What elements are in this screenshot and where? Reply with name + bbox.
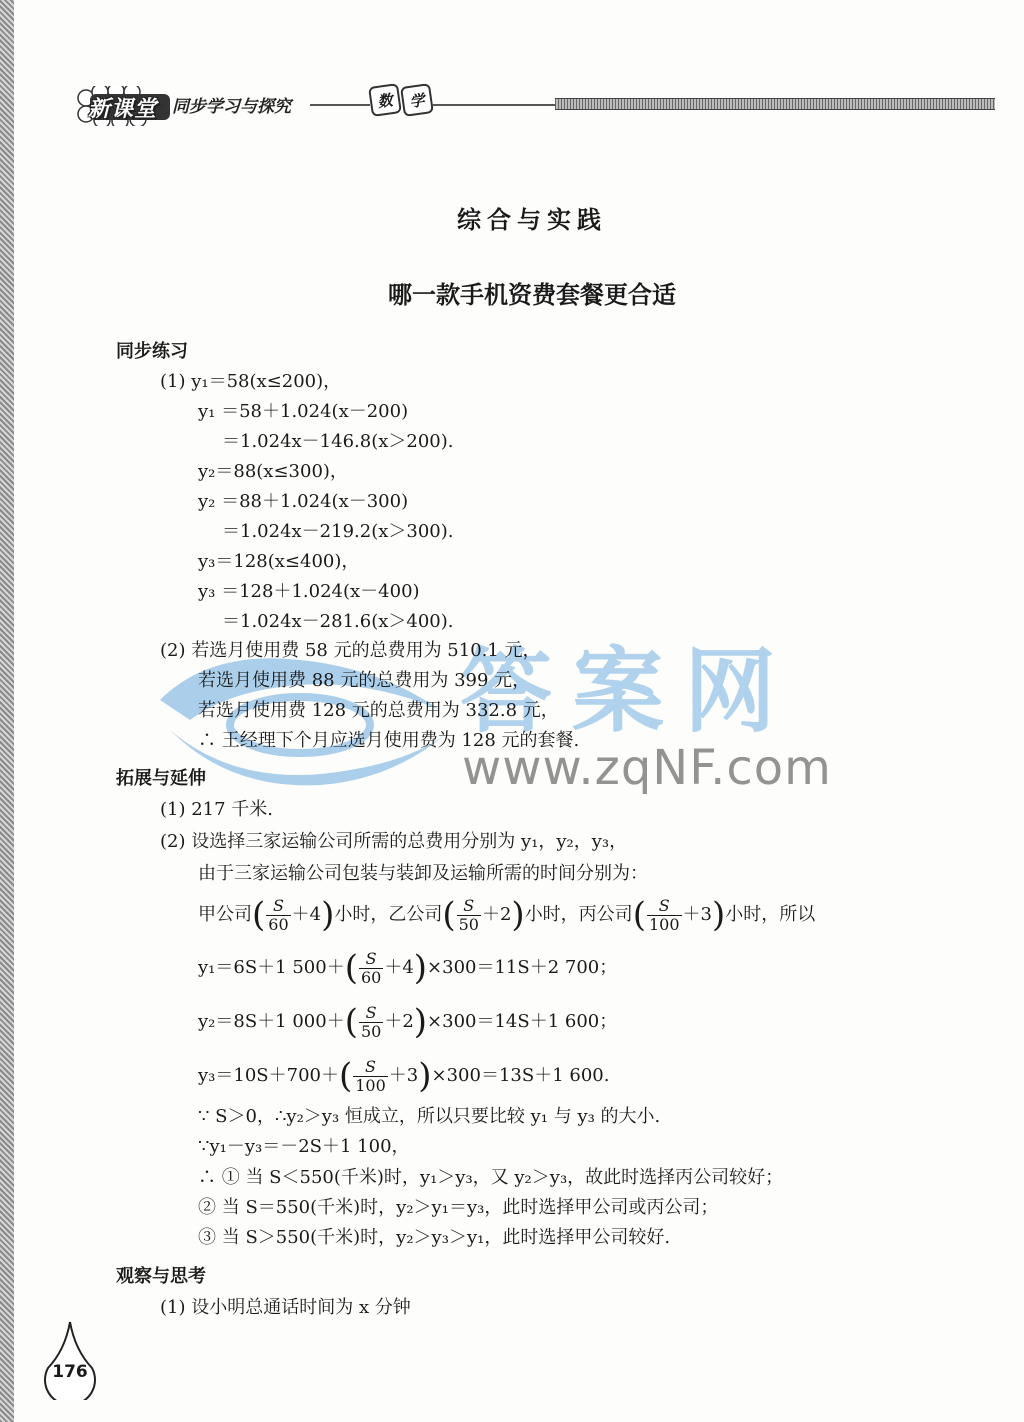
main-title: 综合与实践 [457,206,607,234]
subject-char-1: 数 [368,83,402,117]
answer-line: 由于三家运输公司包装与装卸及运输所需的时间分别为： [198,863,648,884]
fraction: $\frac{S}{60}$ [360,948,382,987]
fraction: $\frac{S}{100}$ [648,895,680,934]
fraction: $\frac{S}{50}$ [458,895,479,934]
watermark-text: 答案网 [460,637,797,745]
answer-line: y₂＝88(x≤300)， [198,461,348,482]
fraction: $\frac{S}{100}$ [355,1056,386,1095]
cost-formula-y3: y₃＝10S＋700＋( $\frac{S}{100}$ ＋3)×300＝13S＋1 600. [198,1056,610,1096]
answer-line: (1) 设小明总通话时间为 x 分钟 [160,1297,411,1318]
answer-line: ② 当 S＝550(千米)时，y₂＞y₁＝y₃，此时选择甲公司或丙公司； [198,1197,719,1218]
answer-line: 若选月使用费 88 元的总费用为 399 元， [198,670,531,691]
cost-formula-y1: y₁＝6S＋1 500＋( $\frac{S}{60}$ ＋4)×300＝11S＋2 700； [198,948,618,988]
answer-line: ＝1.024x－219.2(x＞300). [222,521,454,542]
answer-line: (2) 设选择三家运输公司所需的总费用分别为 y₁，y₂，y₃， [160,831,628,852]
page-number-drop-icon [40,1320,100,1400]
answer-line: ∴ ① 当 S＜550(千米)时，y₁＞y₃，又 y₂＞y₃，故此时选择丙公司较好； [198,1167,784,1188]
answer-line: ＝1.024x－146.8(x＞200). [222,431,454,452]
heading-observe-think: 观察与思考 [116,1266,206,1287]
header-band [555,98,995,110]
answer-line: y₂ ＝88＋1.024(x－300) [198,491,409,512]
answer-line: ∴ 王经理下个月应选月使用费为 128 元的套餐. [198,730,580,751]
answer-line: (1) 217 千米. [160,799,274,820]
paren-close: ) [511,895,525,935]
answer-line: y₃ ＝128＋1.024(x－400) [198,581,420,602]
heading-sync-practice: 同步练习 [116,341,188,362]
paren-open: ( [442,895,456,935]
series-title: 同步学习与探究 [172,97,291,117]
cost-formula-y2: y₂＝8S＋1 000＋( $\frac{S}{50}$ ＋2)×300＝14S＋1 600； [198,1002,618,1042]
subject-badge [370,85,432,115]
heading-extension: 拓展与延伸 [116,768,206,789]
answer-line: y₁ ＝58＋1.024(x－200) [198,401,409,422]
fraction: $\frac{S}{60}$ [268,895,289,934]
paren-close: ) [711,895,726,935]
answer-line: ＝1.024x－281.6(x＞400). [222,611,454,632]
answer-line: 若选月使用费 128 元的总费用为 332.8 元， [198,700,559,721]
header-rule-left [310,104,370,106]
paren-open: ( [252,895,266,935]
answer-line: (1) y₁＝58(x≤200)， [160,371,342,392]
answer-line: ③ 当 S＞550(千米)时，y₂＞y₃＞y₁，此时选择甲公司较好. [198,1227,671,1248]
answer-line: ∵y₁－y₃＝－2S＋1 100， [198,1136,410,1157]
time-formula-line: 甲公司( $\frac{S}{60}$ ＋4)小时，乙公司( $\frac{S}{50}$ ＋2)小时，丙公司( $\frac{S}{100}$ ＋3)小时，所以 [198,895,816,935]
paren-open: ( [632,895,646,935]
answer-line: y₃＝128(x≤400)， [198,551,360,572]
fraction: $\frac{S}{50}$ [360,1002,382,1041]
watermark-url: www.zqNF.com [462,740,832,796]
answer-line: ∵ S＞0，∴y₂＞y₃ 恒成立，所以只要比较 y₁ 与 y₃ 的大小. [198,1106,661,1127]
page-number: 176 [52,1362,88,1382]
company-jia: 甲公司 [198,904,252,925]
header-rule-mid [432,104,556,106]
answer-line: (2) 若选月使用费 58 元的总费用为 510.1 元， [160,640,541,661]
subject-char-2: 学 [400,83,434,117]
paren-close: ) [321,895,335,935]
page-header [60,72,940,142]
sub-title: 哪一款手机资费套餐更合适 [388,281,676,309]
logo-text: 新课堂 [88,96,158,122]
